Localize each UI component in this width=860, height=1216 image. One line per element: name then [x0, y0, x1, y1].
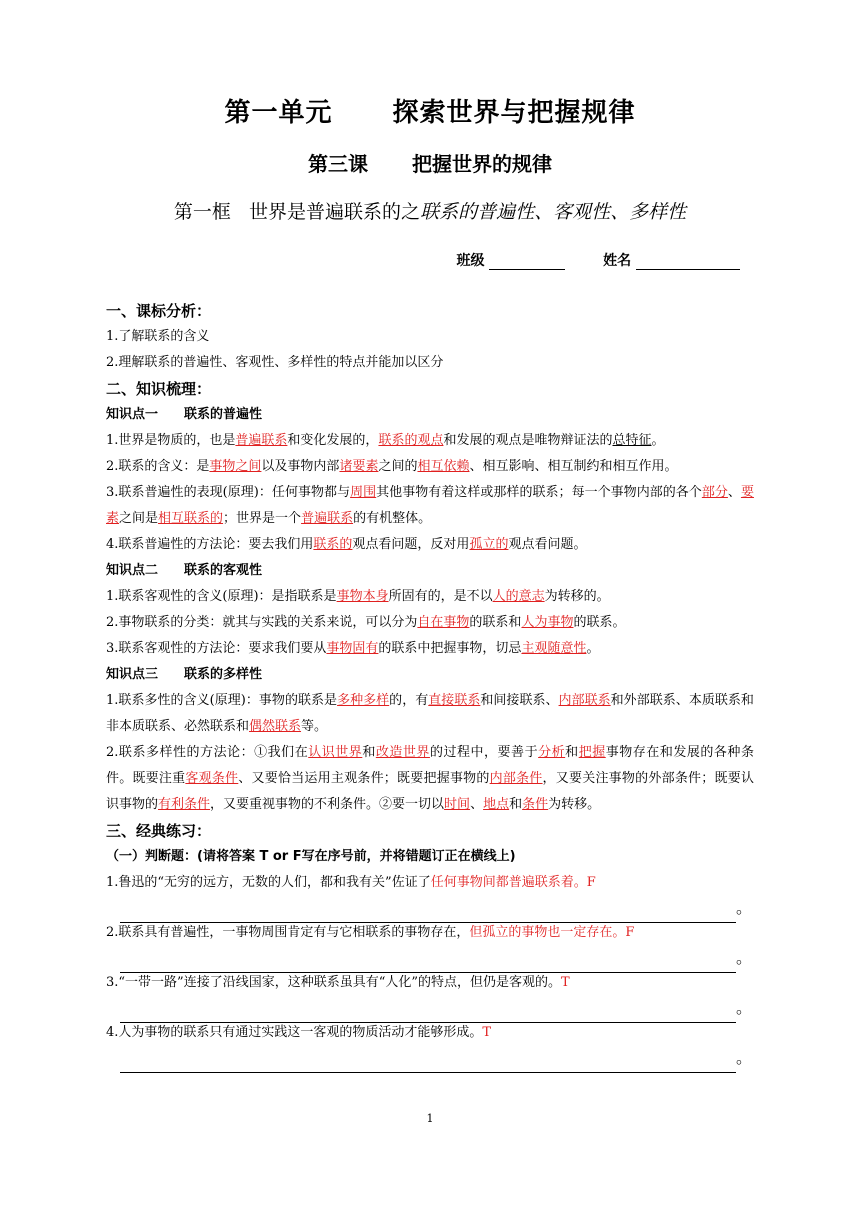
kp2-item-2: 2.事物联系的分类：就其与实践的关系来说，可以分为自在事物的联系和人为事物的联系。 — [106, 615, 626, 630]
lesson-heading — [0, 148, 860, 177]
answer-line-3[interactable]: 。 — [106, 996, 754, 1020]
kp2-item-3: 3.联系客观性的方法论：要求我们要从事物固有的联系中把握事物，切忌主观随意性。 — [106, 641, 600, 656]
frame-prefix: 第一框 — [173, 201, 231, 223]
kp2-item-1: 1.联系客观性的含义(原理)：是指联系是事物本身所固有的，是不以人的意志为转移的。 — [106, 589, 610, 604]
answer-line-1[interactable]: 。 — [106, 896, 754, 920]
main-content — [106, 298, 754, 1070]
answer-line-2[interactable]: 。 — [106, 946, 754, 970]
class-label: 班级 — [456, 253, 485, 269]
curriculum-item: 1.了解联系的含义 — [106, 329, 210, 344]
true-false-instructions: （一）判断题：(请将答案 T or F写在序号前，并将错题订正在横线上) — [106, 849, 516, 864]
page-number: 1 — [426, 1112, 434, 1125]
section-exercise-title: 三、经典练习： — [106, 822, 212, 840]
kp3-item-2: 2.联系多样性的方法论：①我们在认识世界和改造世界的过程中，要善于分析和把握事物存在和发展的各种条件。既要注重客观条件、又要恰当运用主观条件；既要把握事物的内部条件，又要关注事物的外部条件；既要认识事物的有利条件，又要重视事物的不利条件。②要一切以时间、地点和条件为转移。 — [106, 745, 754, 812]
knowledge-point-2-heading: 知识点二 联系的客观性 — [106, 563, 263, 578]
question-2: 2.联系具有普遍性，一事物周围肯定有与它相联系的事物存在，但孤立的事物也一定存在。F — [106, 925, 635, 940]
lesson-prefix: 第三课 — [308, 152, 368, 176]
unit-heading — [0, 92, 860, 129]
kp1-item-4: 4.联系普遍性的方法论：要去我们用联系的观点看问题，反对用孤立的观点看问题。 — [106, 537, 587, 552]
kp1-item-1: 1.世界是物质的，也是普遍联系和变化发展的，联系的观点和发展的观点是唯物辩证法的总特征。 — [106, 433, 665, 448]
frame-title-normal: 世界是普遍联系的之 — [249, 201, 421, 223]
student-info — [457, 250, 741, 270]
lesson-title: 把握世界的规律 — [412, 152, 552, 176]
question-4: 4.人为事物的联系只有通过实践这一客观的物质活动才能够形成。T — [106, 1025, 492, 1040]
unit-title: 探索世界与把握规律 — [392, 98, 636, 128]
answer-line-4[interactable]: 。 — [106, 1046, 754, 1070]
curriculum-item: 2.理解联系的普遍性、客观性、多样性的特点并能加以区分 — [106, 355, 444, 370]
frame-title-italic: 联系的普遍性、客观性、多样性 — [420, 201, 687, 223]
name-blank[interactable] — [636, 253, 740, 270]
frame-heading — [0, 197, 860, 224]
section-knowledge-title: 二、知识梳理： — [106, 380, 212, 398]
class-blank[interactable] — [489, 253, 565, 270]
question-1: 1.鲁迅的“无穷的远方，无数的人们，都和我有关”佐证了任何事物间都普遍联系着。F — [106, 875, 596, 890]
name-label: 姓名 — [603, 253, 632, 269]
kp3-item-1: 1.联系多性的含义(原理)：事物的联系是多种多样的，有直接联系和间接联系、内部联系和外部联系、本质联系和非本质联系、必然联系和偶然联系等。 — [106, 693, 754, 734]
section-curriculum-title: 一、课标分析： — [106, 302, 212, 320]
unit-prefix: 第一单元 — [224, 98, 333, 128]
question-3: 3.“一带一路”连接了沿线国家，这种联系虽具有“人化”的特点，但仍是客观的。T — [106, 975, 570, 990]
kp1-item-3: 3.联系普遍性的表现(原理)：任何事物都与周围其他事物有着这样或那样的联系；每一个事物内部的各个部分、要素之间是相互联系的；世界是一个普遍联系的有机整体。 — [106, 485, 754, 526]
kp1-item-2: 2.联系的含义：是事物之间以及事物内部诸要素之间的相互依赖、相互影响、相互制约和相互作用。 — [106, 459, 678, 474]
knowledge-point-3-heading: 知识点三 联系的多样性 — [106, 667, 263, 682]
knowledge-point-1-heading: 知识点一 联系的普遍性 — [106, 407, 263, 422]
